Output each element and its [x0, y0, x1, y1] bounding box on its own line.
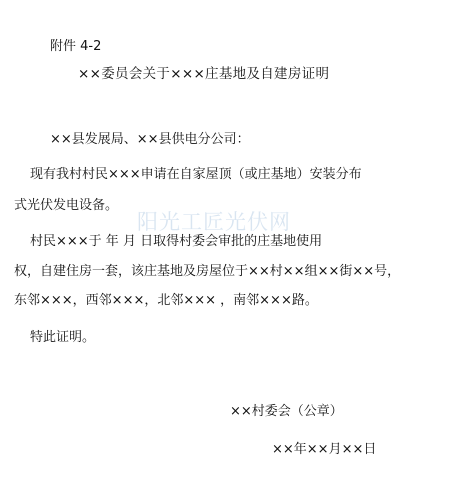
paragraph-2-line-3: 东邻×××，西邻×××，北邻××× ，南邻×××路。	[14, 293, 318, 308]
closing-statement: 特此证明。	[30, 330, 96, 345]
date-line: ××年××月××日	[272, 442, 377, 457]
paragraph-2-line-2: 权，自建住房一套，该庄基地及房屋位于××村××组××街××号，	[14, 264, 401, 279]
attachment-label: 附件 4-2	[50, 39, 102, 54]
paragraph-1-line-1: 现有我村村民×××申请在自家屋顶（或庄基地）安装分布	[30, 167, 362, 182]
signature-line: ××村委会（公章）	[230, 404, 343, 419]
document-title: ××委员会关于×××庄基地及自建房证明	[78, 66, 330, 82]
recipient-line: ××县发展局、××县供电分公司：	[50, 132, 250, 147]
paragraph-2-line-1: 村民×××于 年 月 日取得村委会审批的庄基地使用	[30, 234, 323, 249]
watermark-text: 阳光工匠光伏网	[137, 210, 291, 234]
paragraph-1-line-2: 式光伏发电设备。	[14, 198, 119, 213]
